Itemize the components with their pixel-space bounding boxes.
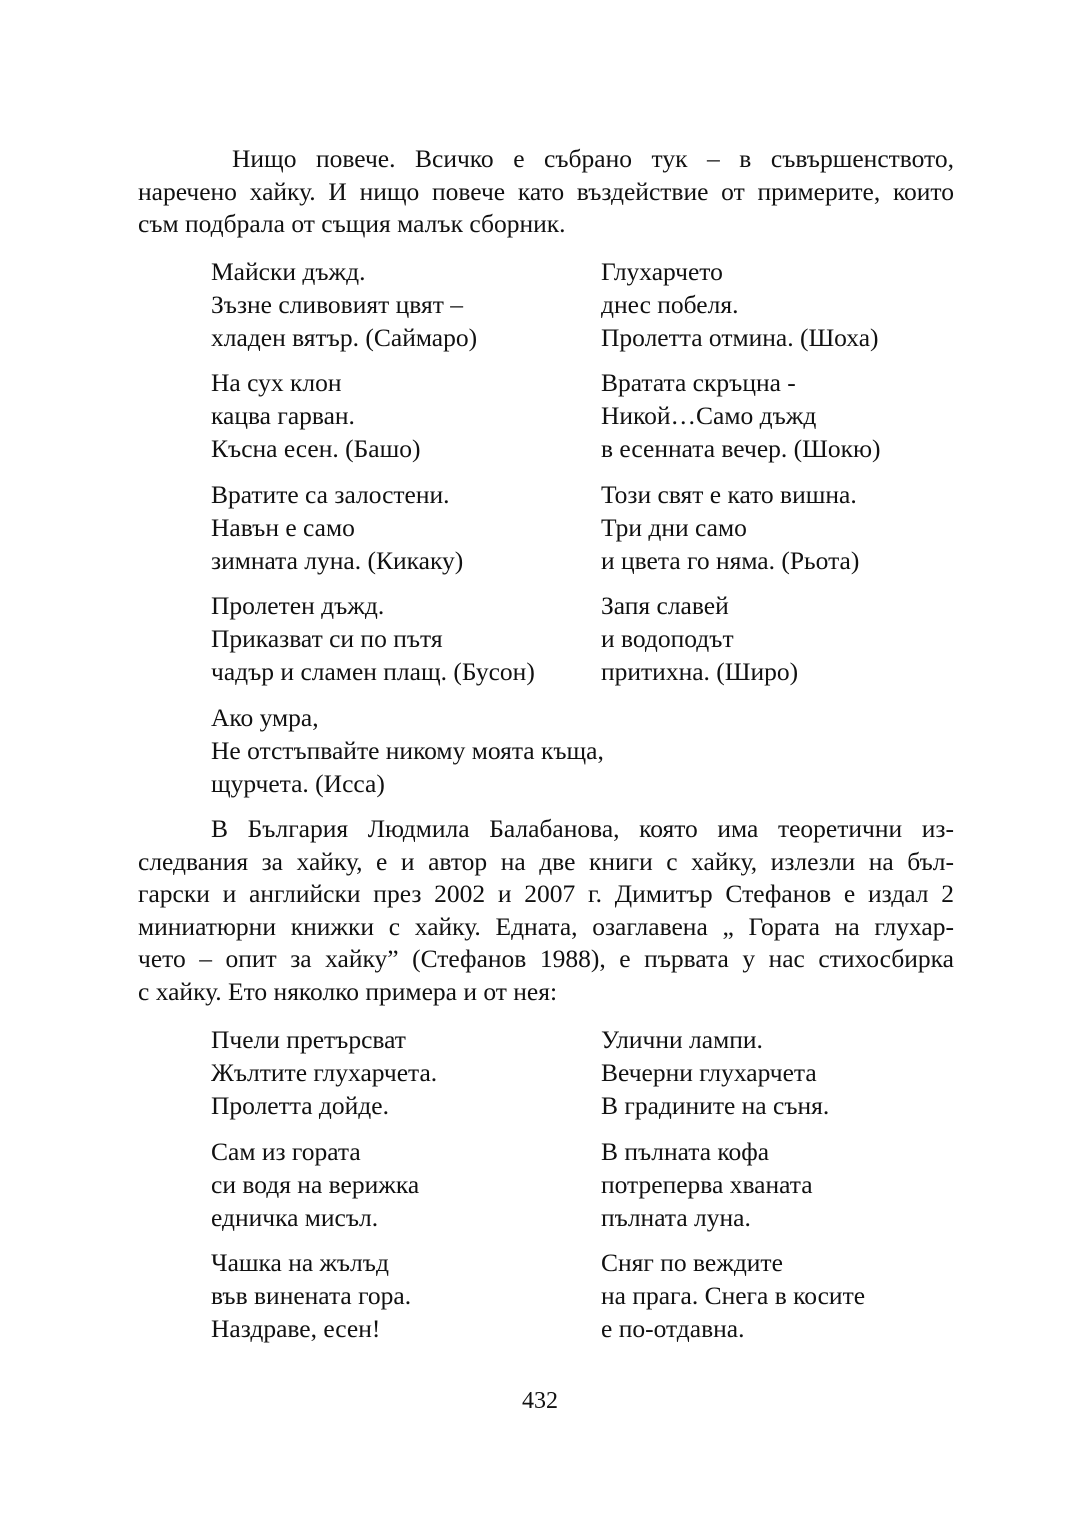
haiku-line: Пролетта дойде.: [211, 1091, 389, 1120]
text-line: Нищо повече. Всичко е събрано тук – в съвършенството,: [232, 144, 954, 173]
haiku-stanza: [211, 1246, 411, 1345]
haiku-stanza: [211, 589, 535, 688]
haiku-line: пълната луна.: [601, 1203, 751, 1232]
haiku-line: щурчета. (Исса): [211, 769, 385, 798]
haiku-stanza: [601, 478, 859, 577]
haiku-stanza: [211, 366, 420, 465]
intro-paragraph: [138, 143, 954, 241]
haiku-line: Пчели претърсват: [211, 1025, 406, 1054]
page-number: 432: [522, 1388, 558, 1414]
haiku-stanza: [601, 1023, 829, 1122]
haiku-line: кацва гарван.: [211, 401, 355, 430]
text-line: следвания за хайку, е и автор на две книги с хайку, излезли на бъл-: [138, 846, 954, 876]
haiku-stanza: [601, 1135, 813, 1234]
haiku-line: Зъзне сливовият цвят –: [211, 290, 463, 319]
haiku-line: Приказват си по пътя: [211, 624, 443, 653]
haiku-line: Сняг по веждите: [601, 1248, 783, 1277]
haiku-line: Глухарчето: [601, 257, 723, 286]
haiku-line: Чашка на жълъд: [211, 1248, 389, 1277]
text-line: с хайку. Ето няколко примера и от нея:: [138, 976, 558, 1006]
haiku-line: на прага. Снега в косите: [601, 1281, 866, 1310]
text-line: съм подбрала от същия малък сборник.: [138, 209, 566, 238]
haiku-line: Вратата скръцна -: [601, 368, 796, 397]
haiku-stanza: [601, 589, 798, 688]
haiku-stanza: [211, 1135, 419, 1234]
haiku-line: зимната луна. (Кикаку): [211, 546, 464, 575]
haiku-line: Вечерни глухарчета: [601, 1058, 817, 1087]
haiku-line: В пълната кофа: [601, 1137, 770, 1166]
text-line: В България Людмила Балабанова, която има теоретични из-: [211, 814, 954, 843]
haiku-line: едничка мисъл.: [211, 1203, 379, 1232]
haiku-line: Навън е само: [211, 513, 355, 542]
haiku-line: В градините на съня.: [601, 1091, 830, 1120]
haiku-stanza: [211, 255, 477, 354]
haiku-line: хладен вятър. (Саймаро): [211, 323, 478, 352]
haiku-line: Пролетен дъжд.: [211, 591, 385, 620]
haiku-stanza: [211, 701, 604, 800]
haiku-line: Пролетта отмина. (Шоха): [601, 323, 879, 352]
haiku-line: На сух клон: [211, 368, 342, 397]
haiku-line: Не отстъпвайте никому моята къща,: [211, 736, 604, 765]
haiku-line: Майски дъжд.: [211, 257, 366, 286]
haiku-line: потреперва хваната: [601, 1170, 813, 1199]
haiku-line: и водоподът: [601, 624, 734, 653]
haiku-line: чадър и сламен плащ. (Бусон): [211, 657, 535, 686]
haiku-line: Сам из гората: [211, 1137, 361, 1166]
haiku-line: притихна. (Широ): [601, 657, 799, 686]
haiku-line: Този свят е като вишна.: [601, 480, 857, 509]
haiku-line: Три дни само: [601, 513, 747, 542]
haiku-line: и цвета го няма. (Рьота): [601, 546, 860, 575]
haiku-line: си водя на верижка: [211, 1170, 420, 1199]
haiku-line: Запя славей: [601, 591, 729, 620]
haiku-stanza: [601, 366, 881, 465]
haiku-line: е по-отдавна.: [601, 1314, 745, 1343]
text-line: наречено хайку. И нищо повече като въздействие от примерите, които: [138, 176, 954, 206]
haiku-stanza: [601, 255, 879, 354]
haiku-line: Ако умра,: [211, 703, 319, 732]
second-paragraph: [138, 813, 954, 1008]
haiku-stanza: [601, 1246, 865, 1345]
haiku-line: Вратите са залостени.: [211, 480, 450, 509]
haiku-line: Наздраве, есен!: [211, 1314, 381, 1343]
haiku-line: Късна есен. (Башо): [211, 434, 421, 463]
haiku-line: Жълтите глухарчета.: [211, 1058, 438, 1087]
haiku-stanza: [211, 478, 463, 577]
text-line: миниатюрни книжки с хайку. Едната, озаглавена „ Гората на глухар-: [138, 911, 954, 941]
haiku-line: Улични лампи.: [601, 1025, 763, 1054]
haiku-line: в есенната вечер. (Шокю): [601, 434, 881, 463]
haiku-line: във винената гора.: [211, 1281, 412, 1310]
text-line: гарски и английски през 2002 и 2007 г. Димитър Стефанов е издал 2: [138, 879, 954, 908]
haiku-line: днес побеля.: [601, 290, 739, 319]
haiku-stanza: [211, 1023, 437, 1122]
haiku-line: Никой…Само дъжд: [601, 401, 817, 430]
text-line: чето – опит за хайку” (Стефанов 1988), е първата у нас стихосбирка: [138, 944, 954, 973]
